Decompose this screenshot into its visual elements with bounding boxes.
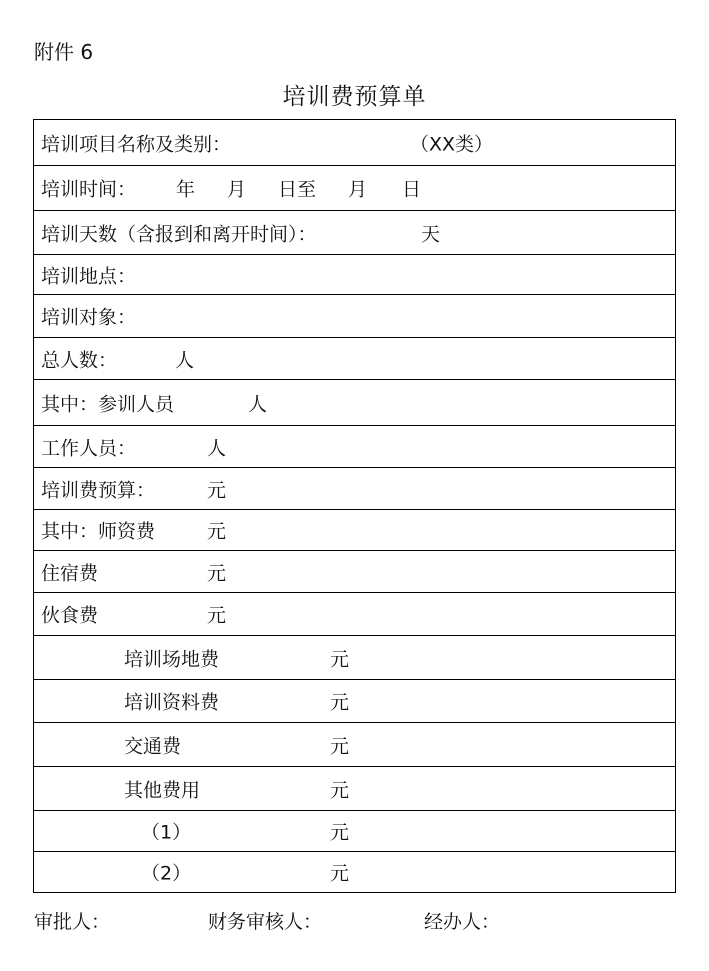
materials-unit: 元: [330, 691, 350, 714]
other1-unit: 元: [330, 821, 350, 844]
day2-text: 日: [402, 178, 422, 201]
days-unit: 天: [421, 223, 441, 245]
other1-label: （1）: [141, 821, 192, 844]
location-label: 培训地点：: [41, 265, 137, 287]
other2-label: （2）: [141, 862, 192, 885]
row-budget: [34, 468, 675, 510]
month-text: 月: [227, 178, 247, 201]
row-target: [34, 295, 675, 338]
row-days: [34, 211, 675, 255]
teacher-label: 其中：师资费: [41, 520, 156, 543]
other-unit: 元: [330, 779, 350, 801]
target-label: 培训对象：: [41, 306, 137, 329]
teacher-unit: 元: [207, 520, 227, 543]
meals-label: 伙食费: [41, 604, 99, 627]
other-label: 其他费用: [124, 779, 201, 801]
row-materials: [34, 680, 675, 723]
row-time: [34, 166, 675, 211]
transport-unit: 元: [330, 735, 350, 757]
category-text: （XX类）: [410, 133, 494, 155]
day-to-text: 日至: [278, 178, 317, 201]
project-name-label: 培训项目名称及类别：: [41, 133, 232, 155]
time-label: 培训时间：: [41, 178, 137, 201]
budget-label: 培训费预算：: [41, 479, 156, 501]
row-lodging: [34, 551, 675, 593]
row-other-2: [34, 852, 675, 892]
staff-label: 工作人员：: [41, 437, 137, 459]
total-label: 总人数：: [41, 349, 118, 371]
page-title: 培训费预算单: [282, 84, 427, 110]
approver-label: 审批人：: [34, 911, 111, 933]
meals-unit: 元: [207, 604, 227, 627]
row-transport: [34, 723, 675, 767]
lodging-label: 住宿费: [41, 562, 99, 584]
handler-label: 经办人：: [424, 911, 501, 933]
row-staff: [34, 426, 675, 468]
row-teacher: [34, 510, 675, 551]
row-project-name: [34, 120, 675, 166]
days-label: 培训天数（含报到和离开时间）：: [41, 223, 317, 245]
budget-unit: 元: [207, 479, 227, 501]
row-other-1: [34, 811, 675, 852]
venue-label: 培训场地费: [124, 648, 220, 670]
row-location: [34, 255, 675, 295]
row-total: [34, 338, 675, 380]
attachment-label: 附件 6: [34, 40, 94, 64]
finance-reviewer-label: 财务审核人：: [208, 911, 323, 933]
year-text: 年: [176, 178, 196, 201]
other2-unit: 元: [330, 862, 350, 885]
materials-label: 培训资料费: [124, 691, 220, 714]
month2-text: 月: [348, 178, 368, 201]
venue-unit: 元: [330, 648, 350, 670]
budget-table: [33, 119, 676, 893]
transport-label: 交通费: [124, 735, 182, 757]
row-meals: [34, 593, 675, 636]
participants-label: 其中：参训人员: [41, 393, 175, 415]
row-venue: [34, 636, 675, 680]
lodging-unit: 元: [207, 562, 227, 584]
row-other: [34, 767, 675, 811]
row-participants: [34, 380, 675, 426]
staff-unit: 人: [207, 437, 227, 459]
participants-unit: 人: [248, 393, 268, 415]
total-unit: 人: [175, 349, 195, 371]
